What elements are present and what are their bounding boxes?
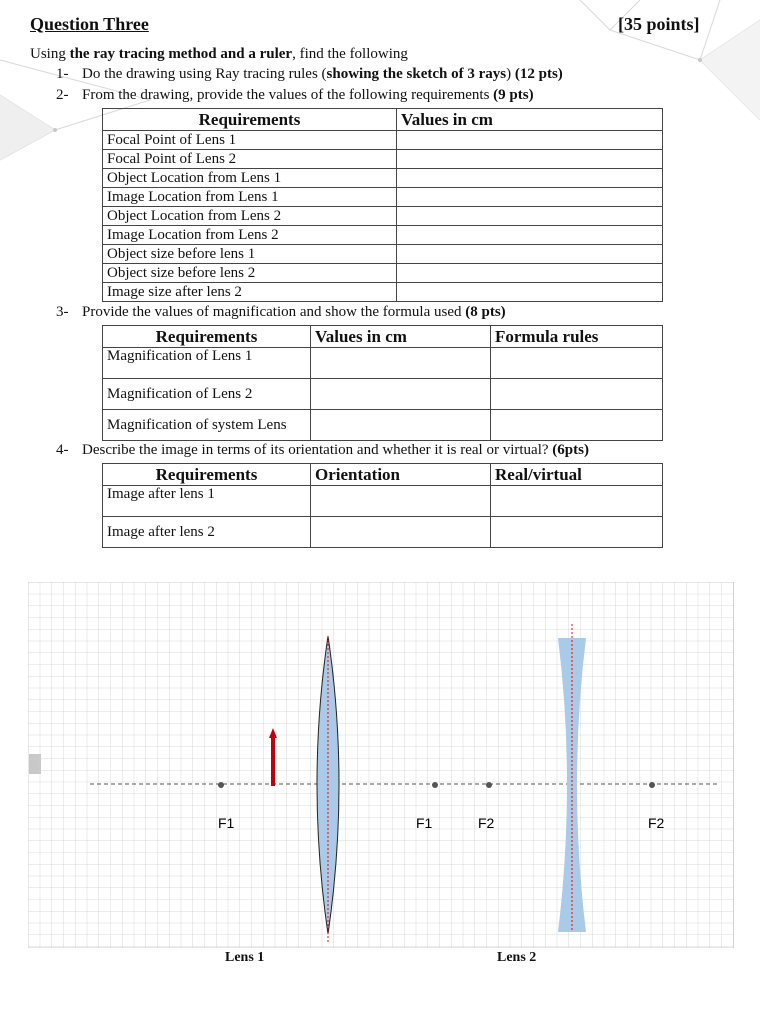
table-row: Image size after lens 2 <box>103 283 663 302</box>
value-cell[interactable] <box>397 131 663 150</box>
value-cell[interactable] <box>397 150 663 169</box>
table2-header-values: Values in cm <box>311 326 491 348</box>
table-row: Object Location from Lens 1 <box>103 169 663 188</box>
orientation-cell[interactable] <box>311 486 491 517</box>
value-cell[interactable] <box>397 207 663 226</box>
table3-header-real-virtual: Real/virtual <box>491 464 663 486</box>
table2-header-formula: Formula rules <box>491 326 663 348</box>
grid-background <box>28 582 734 948</box>
table-row: Object size before lens 2 <box>103 264 663 283</box>
instruction-1: 1- Do the drawing using Ray tracing rules (showing the sketch of 3 rays) (12 pts) <box>56 66 563 82</box>
points-total: [35 points] <box>618 14 700 34</box>
table-row: Magnification of system Lens <box>103 410 663 441</box>
value-cell[interactable] <box>397 169 663 188</box>
instruction-4: 4- Describe the image in terms of its orientation and whether it is real or virtual? (6pts) <box>56 442 589 458</box>
table-row: Image Location from Lens 1 <box>103 188 663 207</box>
value-cell[interactable] <box>397 245 663 264</box>
value-cell[interactable] <box>397 283 663 302</box>
table-row: Magnification of Lens 2 <box>103 379 663 410</box>
table-row: Magnification of Lens 1 <box>103 348 663 379</box>
formula-cell[interactable] <box>491 379 663 410</box>
instruction-3: 3- Provide the values of magnification and show the formula used (8 pts) <box>56 304 506 320</box>
value-cell[interactable] <box>397 264 663 283</box>
table3-header-orientation: Orientation <box>311 464 491 486</box>
table-row: Image after lens 2 <box>103 517 663 548</box>
table-row: Image Location from Lens 2 <box>103 226 663 245</box>
intro-line: Using the ray tracing method and a ruler, find the following <box>30 46 408 62</box>
orientation-cell[interactable] <box>311 517 491 548</box>
value-cell[interactable] <box>311 379 491 410</box>
table-row: Object Location from Lens 2 <box>103 207 663 226</box>
f2-right-label: F2 <box>648 815 665 831</box>
table-row: Focal Point of Lens 1 <box>103 131 663 150</box>
lens1-label: Lens 1 <box>225 950 265 965</box>
formula-cell[interactable] <box>491 410 663 441</box>
value-cell[interactable] <box>397 188 663 207</box>
value-cell[interactable] <box>397 226 663 245</box>
requirements-table <box>102 108 663 302</box>
image-description-table <box>102 463 663 548</box>
table-row: Focal Point of Lens 2 <box>103 150 663 169</box>
table2-header-requirements: Requirements <box>103 326 311 348</box>
table1-header-requirements: Requirements <box>103 109 397 131</box>
instruction-2: 2- From the drawing, provide the values of the following requirements (9 pts) <box>56 87 534 103</box>
question-title: Question Three <box>30 14 149 34</box>
value-cell[interactable] <box>311 348 491 379</box>
table1-header-values: Values in cm <box>397 109 663 131</box>
f2-left-label: F2 <box>478 815 495 831</box>
table3-header-requirements: Requirements <box>103 464 311 486</box>
formula-cell[interactable] <box>491 348 663 379</box>
value-cell[interactable] <box>311 410 491 441</box>
ray-diagram[interactable] <box>28 582 734 948</box>
real-virtual-cell[interactable] <box>491 486 663 517</box>
table-row: Image after lens 1 <box>103 486 663 517</box>
table-row: Object size before lens 1 <box>103 245 663 264</box>
lens2-label: Lens 2 <box>497 950 537 965</box>
f1-right-label: F1 <box>416 815 433 831</box>
real-virtual-cell[interactable] <box>491 517 663 548</box>
f1-left-label: F1 <box>218 815 235 831</box>
magnification-table <box>102 325 663 441</box>
